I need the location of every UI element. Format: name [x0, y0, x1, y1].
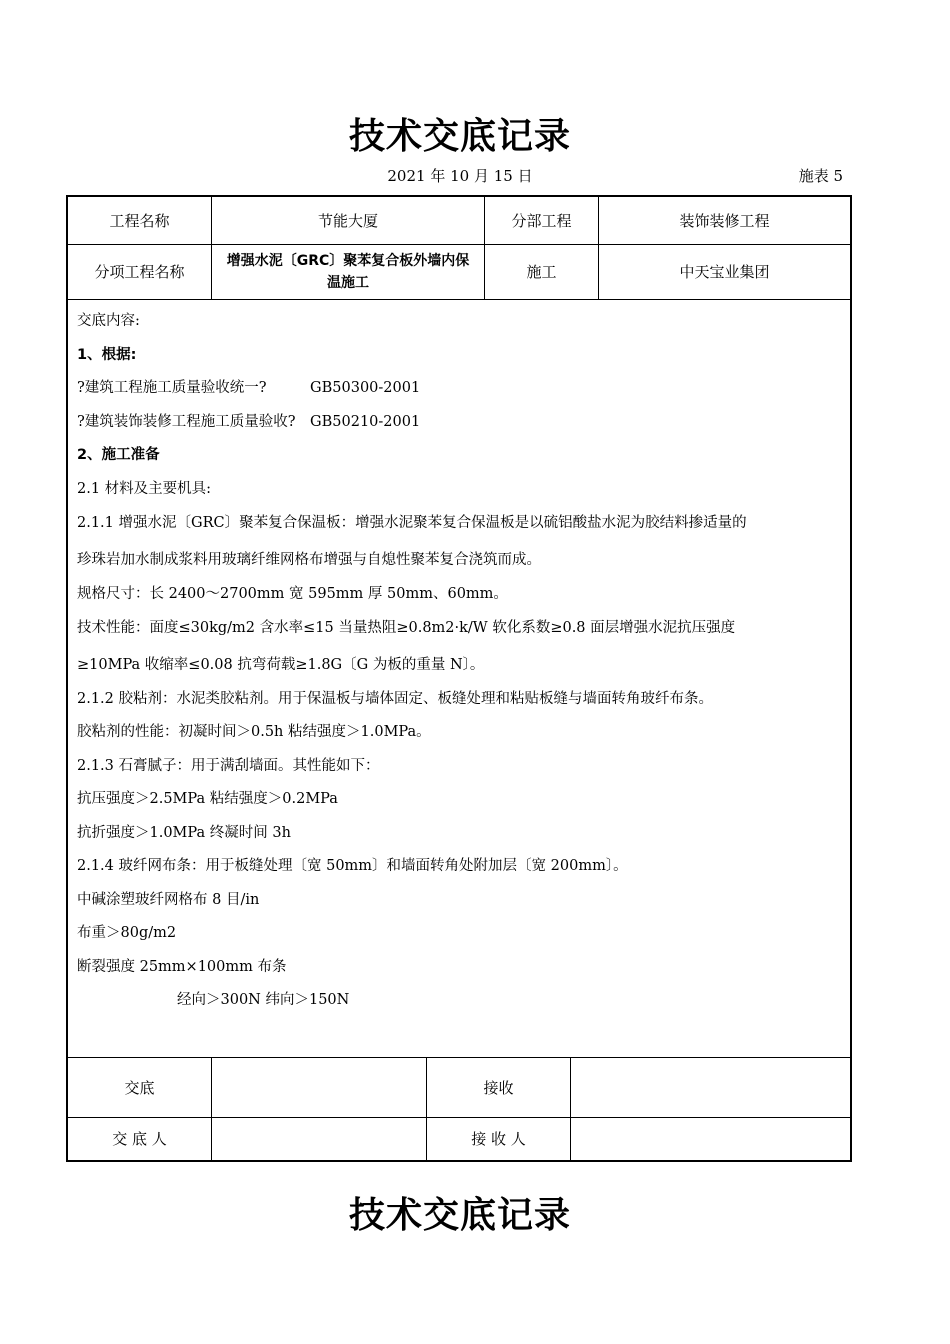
receiver-label: 接 收 人 — [471, 1130, 526, 1148]
content-line: 抗压强度＞2.5MPa 粘结强度＞0.2MPa — [77, 791, 338, 807]
record-date: 2021 年 10 月 15 日 — [387, 167, 533, 185]
content-line: 2.1 材料及主要机具: — [77, 480, 212, 497]
construction-value: 中天宝业集团 — [679, 263, 770, 281]
content-line: 经向＞300N 纬向＞150N — [177, 992, 350, 1008]
document-title: 技术交底记录 — [348, 116, 571, 157]
receive-field[interactable] — [571, 1058, 850, 1117]
division-value: 装饰装修工程 — [679, 211, 770, 230]
row-divider — [68, 299, 850, 300]
content-line: 布重＞80g/m2 — [77, 925, 177, 941]
content-line: 2.1.4 玻纤网布条：用于板缝处理〔宽 50mm〕和墙面转角处附加层〔宽 200mm〕。 — [77, 858, 628, 874]
subitem-label: 分项工程名称 — [94, 263, 185, 281]
content-line: 规格尺寸：长 2400～2700mm 宽 595mm 厚 50mm、60mm。 — [77, 585, 508, 602]
handover-label: 交底 — [124, 1078, 155, 1097]
subitem-value: 增强水泥〔GRC〕聚苯复合板外墙内保温施工 — [226, 253, 470, 291]
handover-person-label: 交 底 人 — [112, 1130, 167, 1148]
handover-person-field[interactable] — [212, 1118, 426, 1160]
content-line: ?建筑工程施工质量验收统一? GB50300-2001 — [77, 380, 421, 396]
division-label: 分部工程 — [511, 211, 572, 230]
section-heading: 2、施工准备 — [77, 447, 160, 463]
project-name-value: 节能大厦 — [317, 211, 378, 230]
content-line: 2.1.3 石膏腻子：用于满刮墙面。其性能如下： — [77, 757, 380, 774]
section-heading: 1、根据: — [77, 346, 137, 363]
content-label: 交底内容: — [77, 313, 140, 329]
content-line: ?建筑装饰装修工程施工质量验收? GB50210-2001 — [77, 413, 421, 430]
handover-content — [77, 305, 842, 1018]
content-line: 断裂强度 25mm×100mm 布条 — [77, 958, 287, 975]
content-line: 2.1.1 增强水泥〔GRC〕聚苯复合保温板：增强水泥聚苯复合保温板是以硫铝酸盐水泥为胶结料掺适量的 — [77, 515, 747, 531]
content-line: 胶粘剂的性能：初凝时间＞0.5h 粘结强度＞1.0MPa。 — [77, 724, 431, 740]
content-line: 抗折强度＞1.0MPa 终凝时间 3h — [77, 824, 291, 841]
next-page-title: 技术交底记录 — [348, 1195, 571, 1236]
content-line: ≥10MPa 收缩率≤0.08 抗弯荷载≥1.8G〔G 为板的重量 N〕。 — [77, 657, 485, 673]
receiver-field[interactable] — [571, 1118, 850, 1160]
content-line: 中碱涂塑玻纤网格布 8 目/in — [77, 891, 260, 908]
form-number: 施表 5 — [798, 167, 843, 185]
content-line: 珍珠岩加水制成浆料用玻璃纤维网格布增强与自熄性聚苯复合浇筑而成。 — [77, 552, 541, 568]
content-line: 技术性能：面度≤30kg/m2 含水率≤15 当量热阻≥0.8m2·k/W 软化系数≥0.8 面层增强水泥抗压强度 — [77, 620, 736, 636]
handover-field[interactable] — [212, 1058, 426, 1117]
record-table — [66, 195, 852, 1162]
construction-label: 施工 — [526, 263, 557, 281]
receive-label: 接收 — [483, 1078, 514, 1097]
project-name-label: 工程名称 — [109, 211, 170, 230]
content-line: 2.1.2 胶粘剂：水泥类胶粘剂。用于保温板与墙体固定、板缝处理和粘贴板缝与墙面转角玻纤布条。 — [77, 690, 713, 707]
